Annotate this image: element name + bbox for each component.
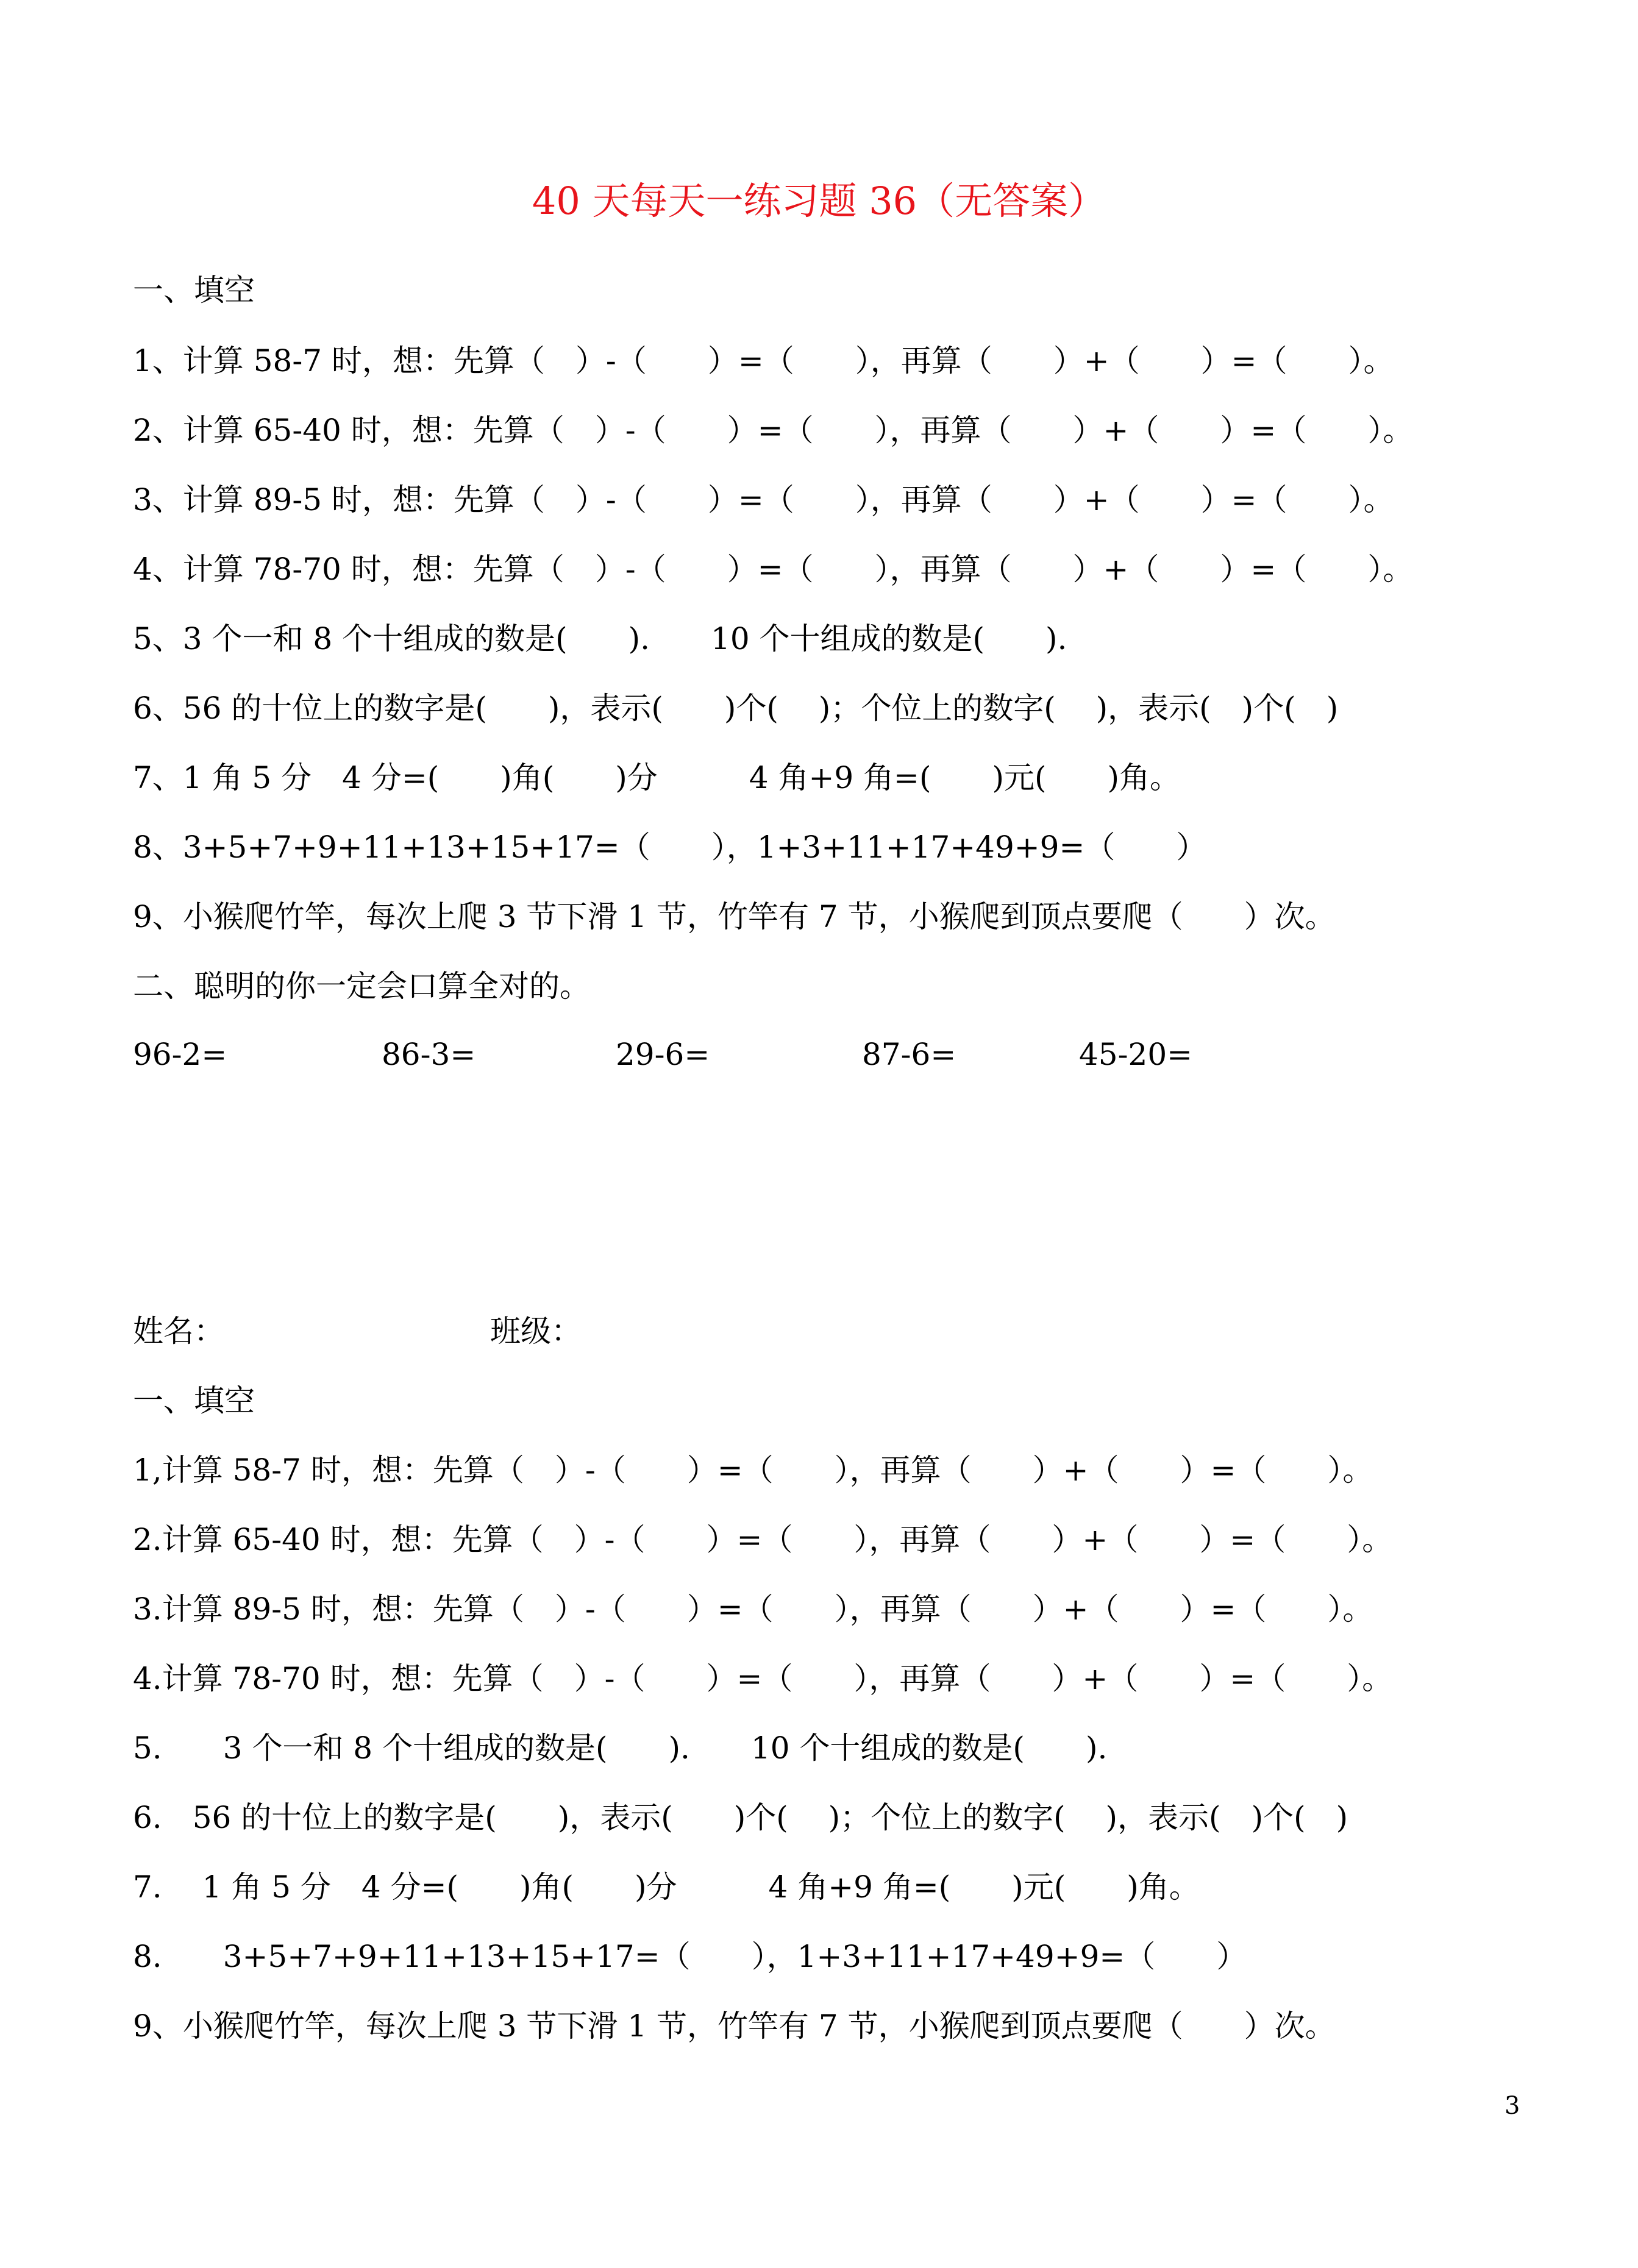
question-item: 2.计算 65-40 时，想：先算（ ）-（ ）=（ ），再算（ ）+（ ）=（ ）。	[133, 1522, 1393, 1557]
question-item: 8. 3+5+7+9+11+13+15+17=（ ），1+3+11+17+49+9=（ ）	[133, 1939, 1247, 1974]
calculation-item: 87-6=	[862, 1037, 956, 1072]
calculation-item: 45-20=	[1079, 1037, 1193, 1072]
section-heading-mental-math: 二、聪明的你一定会口算全对的。	[133, 969, 590, 1004]
question-item: 4、计算 78-70 时，想：先算（ ）-（ ）=（ ），再算（ ）+（ ）=（ ）。	[133, 552, 1414, 587]
question-item: 7. 1 角 5 分 4 分=( )角( )分 4 角+9 角=( )元( )角。	[133, 1869, 1200, 1905]
page-title: 40 天每天一练习题 36（无答案）	[532, 179, 1106, 223]
question-item: 3.计算 89-5 时，想：先算（ ）-（ ）=（ ），再算（ ）+（ ）=（ ）。	[133, 1591, 1373, 1627]
calculation-item: 29-6=	[616, 1037, 710, 1072]
question-item: 1,计算 58-7 时，想：先算（ ）-（ ）=（ ），再算（ ）+（ ）=（ ）。	[133, 1452, 1373, 1488]
question-item: 7、1 角 5 分 4 分=( )角( )分 4 角+9 角=( )元( )角。	[133, 760, 1180, 795]
question-item: 5、3 个一和 8 个十组成的数是( ). 10 个十组成的数是( ).	[133, 621, 1067, 656]
calculation-item: 96-2=	[133, 1037, 227, 1072]
page-number: 3	[1504, 2092, 1520, 2120]
section-heading-fill-in-repeat: 一、填空	[133, 1383, 255, 1418]
name-label: 姓名：	[133, 1314, 224, 1349]
question-item: 9、小猴爬竹竿，每次上爬 3 节下滑 1 节，竹竿有 7 节，小猴爬到顶点要爬（ ）次。	[133, 899, 1336, 934]
calculation-item: 86-3=	[382, 1037, 476, 1072]
question-item: 2、计算 65-40 时，想：先算（ ）-（ ）=（ ），再算（ ）+（ ）=（ ）。	[133, 413, 1414, 448]
question-item: 6、56 的十位上的数字是( )，表示( )个( )；个位上的数字( )，表示( )个( )	[133, 691, 1339, 726]
question-item: 8、3+5+7+9+11+13+15+17=（ ），1+3+11+17+49+9=（ ）	[133, 830, 1207, 865]
question-item: 6. 56 的十位上的数字是( )，表示( )个( )；个位上的数字( )，表示( )个( )	[133, 1800, 1348, 1835]
question-item: 3、计算 89-5 时，想：先算（ ）-（ ）=（ ），再算（ ）+（ ）=（ ）。	[133, 482, 1394, 517]
question-item: 4.计算 78-70 时，想：先算（ ）-（ ）=（ ），再算（ ）+（ ）=（ ）。	[133, 1661, 1393, 1696]
question-item: 9、小猴爬竹竿，每次上爬 3 节下滑 1 节，竹竿有 7 节，小猴爬到顶点要爬（ ）次。	[133, 2008, 1336, 2044]
section-heading-fill-in: 一、填空	[133, 272, 255, 308]
question-item: 5. 3 个一和 8 个十组成的数是( ). 10 个十组成的数是( ).	[133, 1730, 1108, 1766]
question-item: 1、计算 58-7 时，想：先算（ ）-（ ）=（ ），再算（ ）+（ ）=（ ）。	[133, 343, 1394, 379]
class-label: 班级：	[490, 1314, 582, 1349]
